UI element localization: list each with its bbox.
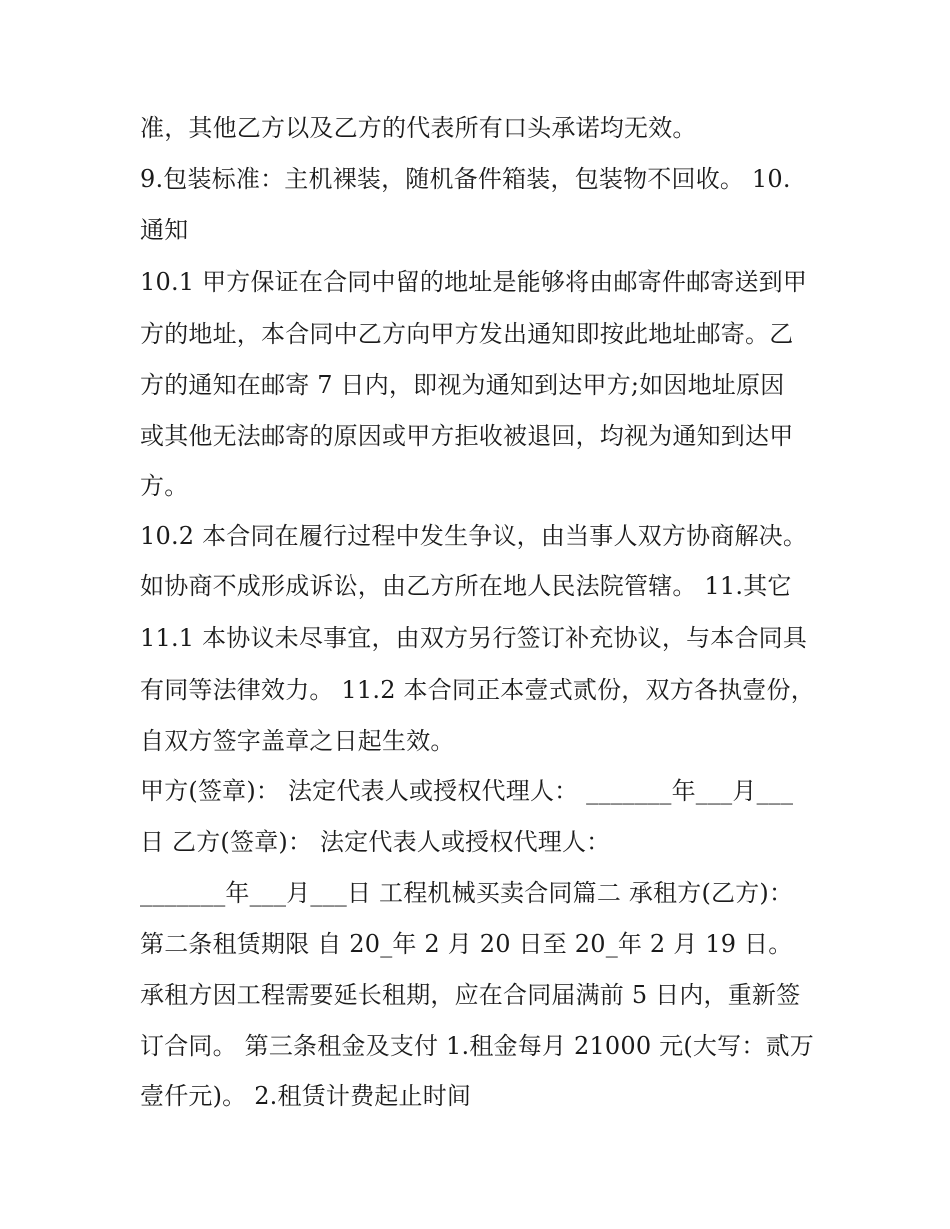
text-line: 通知 bbox=[140, 216, 189, 244]
text-line: 方的地址，本合同中乙方向甲方发出通知即按此地址邮寄。乙 bbox=[140, 320, 794, 348]
text-line: 准，其他乙方以及乙方的代表所有口头承诺均无效。 bbox=[140, 114, 697, 142]
text-line: 自双方签字盖章之日起生效。 bbox=[140, 727, 455, 755]
text-line: 如协商不成形成诉讼，由乙方所在地人民法院管辖。 11.其它 bbox=[140, 572, 792, 600]
signature-line: 日 乙方(签章)： 法定代表人或授权代理人： bbox=[140, 828, 611, 856]
signature-line: 甲方(签章)： 法定代表人或授权代理人： _______年___月___ bbox=[140, 777, 794, 805]
text-line: 订合同。 第三条租金及支付 1.租金每月 21000 元(大写：贰万 bbox=[140, 1032, 814, 1060]
text-line: 壹仟元)。 2.租赁计费起止时间 bbox=[140, 1082, 472, 1110]
text-line: 11.1 本协议未尽事宜，由双方另行签订补充协议，与本合同具 bbox=[140, 624, 808, 652]
text-line: 方的通知在邮寄 7 日内，即视为通知到达甲方;如因地址原因 bbox=[140, 371, 785, 399]
text-line: 有同等法律效力。 11.2 本合同正本壹式贰份，双方各执壹份， bbox=[140, 676, 815, 704]
text-line: 10.1 甲方保证在合同中留的地址是能够将由邮寄件邮寄送到甲 bbox=[140, 268, 808, 296]
text-line: 承租方因工程需要延长租期，应在合同届满前 5 日内，重新签 bbox=[140, 981, 801, 1009]
text-line: 或其他无法邮寄的原因或甲方拒收被退回，均视为通知到达甲 bbox=[140, 422, 794, 450]
text-line: _______年___月___日 工程机械买卖合同篇二 承租方(乙方)： bbox=[140, 879, 794, 907]
text-line: 9.包装标准：主机裸装，随机备件箱装，包装物不回收。 10. bbox=[140, 165, 791, 193]
text-line: 方。 bbox=[140, 472, 189, 500]
text-line: 10.2 本合同在履行过程中发生争议，由当事人双方协商解决。 bbox=[140, 522, 808, 550]
text-line: 第二条租赁期限 自 20_年 2 月 20 日至 20_年 2 月 19 日。 bbox=[140, 930, 793, 958]
